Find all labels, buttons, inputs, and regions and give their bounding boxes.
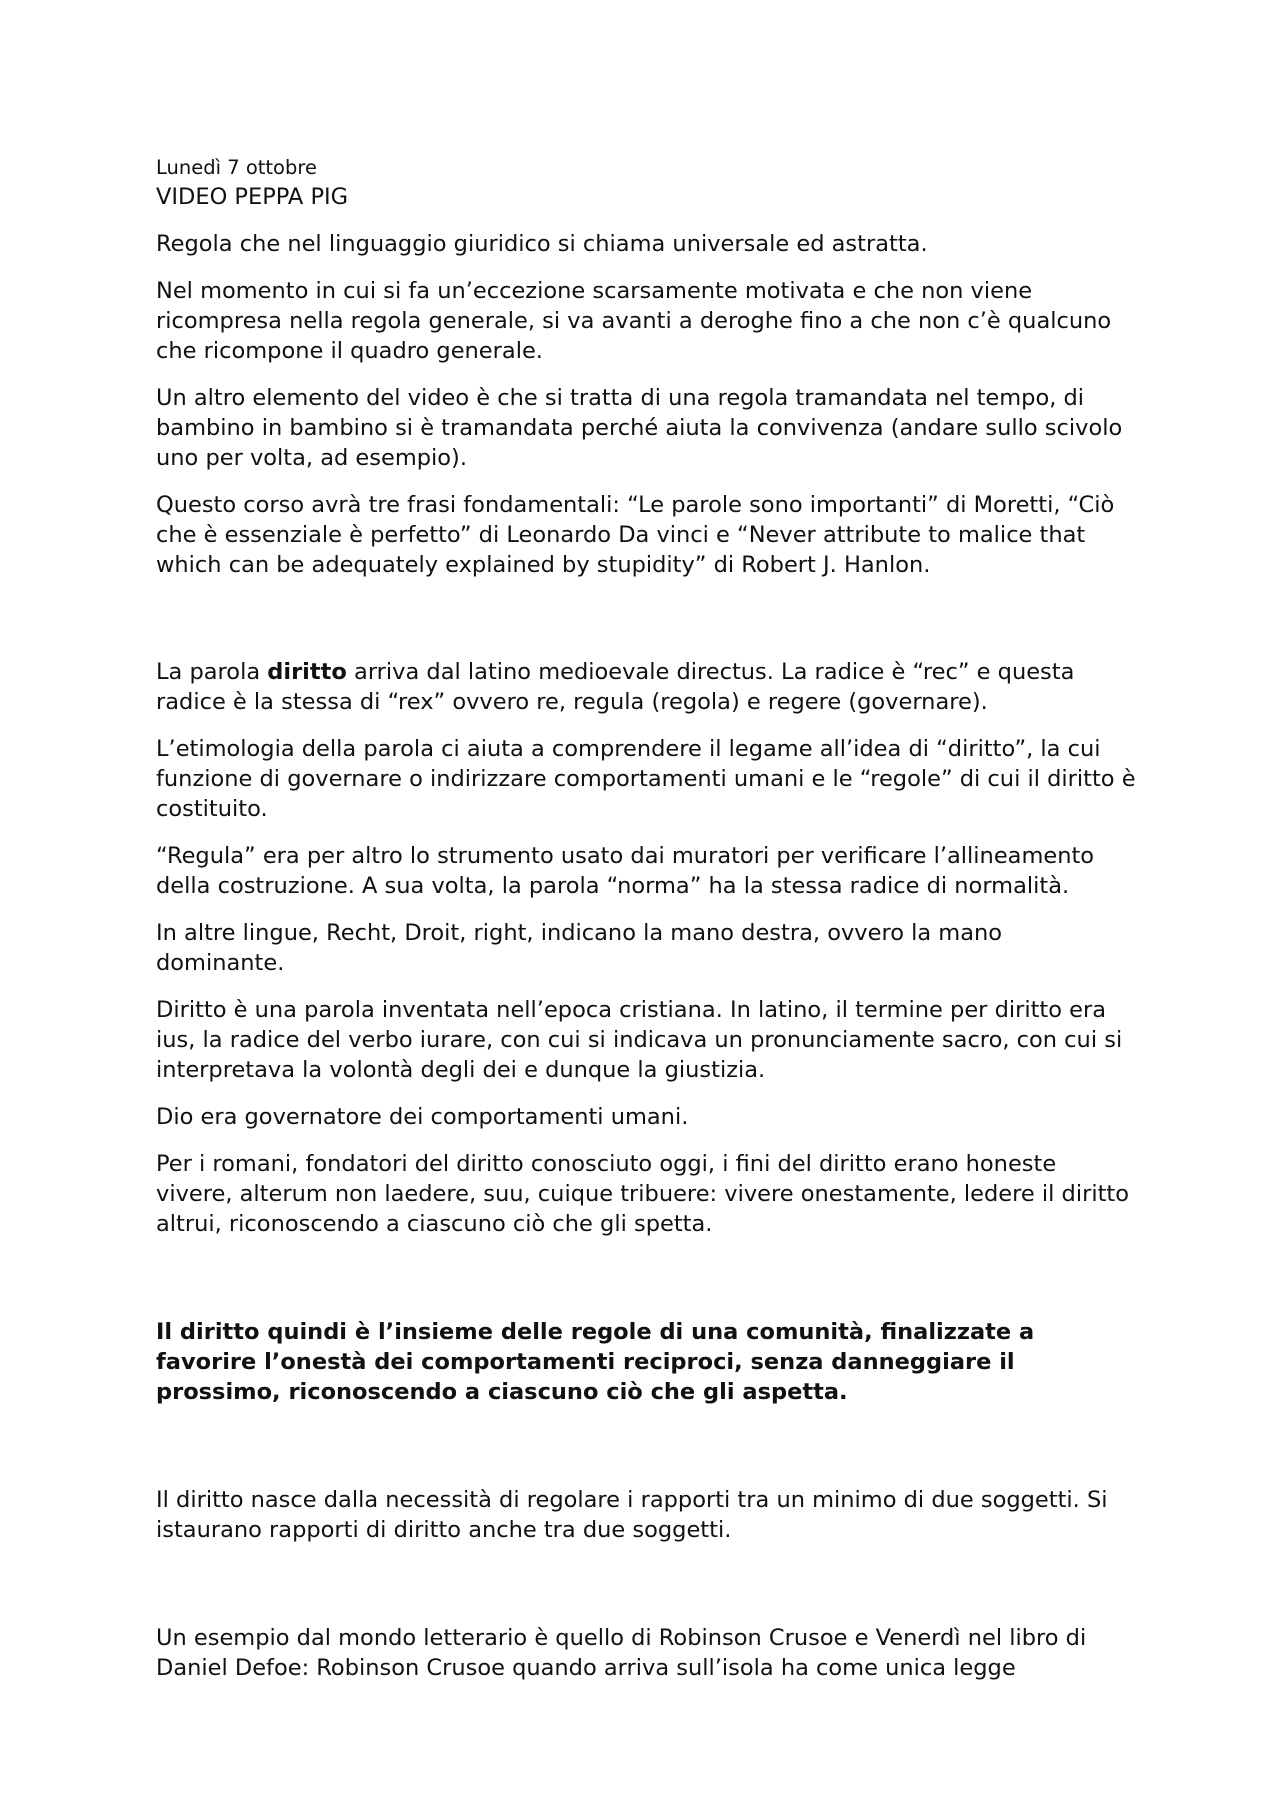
paragraph-11: Per i romani, fondatori del diritto conosciuto oggi, i fini del diritto erano honeste vivere, alterum non laedere, suu, cuique tribuere: vivere onestamente, ledere il diritto altrui, riconoscendo a ciascuno ciò che gli spetta. bbox=[156, 1151, 1130, 1237]
paragraph-5 bbox=[156, 657, 1136, 717]
paragraph-8: In altre lingue, Recht, Droit, right, indicano la mano destra, ovvero la mano dominante. bbox=[156, 920, 1003, 976]
paragraph-6: L’etimologia della parola ci aiuta a comprendere il legame all’idea di “diritto”, la cui funzione di governare o indirizzare comportamenti umani e le “regole” di cui il diritto è costituito. bbox=[156, 736, 1136, 822]
paragraph-4: Questo corso avrà tre frasi fondamentali: “Le parole sono importanti” di Moretti, “Ciò che è essenziale è perfetto” di Leonardo Da vinci e “Never attribute to malice that which can be adequately explained by stupidity” di Robert J. Hanlon. bbox=[156, 492, 1115, 578]
date-line: Lunedì 7 ottobre bbox=[156, 156, 317, 179]
keyword-diritto: diritto bbox=[267, 659, 347, 685]
document-title: VIDEO PEPPA PIG bbox=[156, 184, 349, 210]
paragraph-2: Nel momento in cui si fa un’eccezione scarsamente motivata e che non viene ricompresa nella regola generale, si va avanti a deroghe fino a che non c’è qualcuno che ricompone il quadro generale. bbox=[156, 278, 1112, 364]
definition-paragraph: Il diritto quindi è l’insieme delle regole di una comunità, finalizzate a favorire l’onestà dei comportamenti reciproci, senza danneggiare il prossimo, riconoscendo a ciascuno ciò che gli aspetta. bbox=[156, 1319, 1035, 1405]
paragraph-3: Un altro elemento del video è che si tratta di una regola tramandata nel tempo, di bambino in bambino si è tramandata perché aiuta la convivenza (andare sullo scivolo uno per volta, ad esempio). bbox=[156, 385, 1123, 471]
document-body bbox=[156, 154, 1136, 1683]
paragraph-14: Un esempio dal mondo letterario è quello di Robinson Crusoe e Venerdì nel libro di Daniel Defoe: Robinson Crusoe quando arriva sull’isola ha come unica legge bbox=[156, 1625, 1087, 1681]
paragraph-1: Regola che nel linguaggio giuridico si chiama universale ed astratta. bbox=[156, 231, 928, 257]
paragraph-9: Diritto è una parola inventata nell’epoca cristiana. In latino, il termine per diritto era ius, la radice del verbo iurare, con cui si indicava un pronunciamente sacro, con cui si interpretava la volontà degli dei e dunque la giustizia. bbox=[156, 997, 1123, 1083]
paragraph-13: Il diritto nasce dalla necessità di regolare i rapporti tra un minimo di due soggetti. Si istaurano rapporti di diritto anche tra due soggetti. bbox=[156, 1487, 1108, 1543]
paragraph-5-start: La parola bbox=[156, 659, 268, 685]
paragraph-7: “Regula” era per altro lo strumento usato dai muratori per verificare l’allineamento della costruzione. A sua volta, la parola “norma” ha la stessa radice di normalità. bbox=[156, 843, 1095, 899]
paragraph-5-end: arriva dal latino medioevale directus. La radice è “rec” e questa radice è la stessa di “rex” ovvero re, regula (regola) e regere (governare). bbox=[156, 659, 1075, 715]
paragraph-10: Dio era governatore dei comportamenti umani. bbox=[156, 1104, 689, 1130]
